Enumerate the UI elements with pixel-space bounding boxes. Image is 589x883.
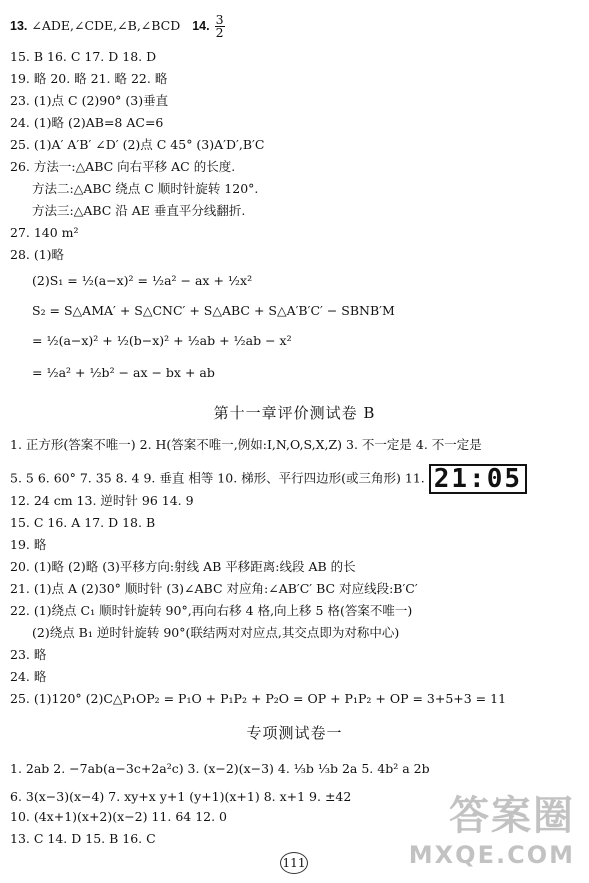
answer-line-s2-23: 23. 略	[10, 647, 47, 662]
answer-line-s2-19: 19. 略	[10, 537, 47, 552]
answer-line-26a: 26. 方法一:△ABC 向右平移 AC 的长度.	[10, 159, 236, 174]
answer-line-s3-6: 6. 3(x−3)(x−4) 7. xy+x y+1 (y+1)(x+1) 8. x+1 9. ±42	[10, 789, 352, 804]
formula-s2: S₂ = S△AMA′ + S△CNC′ + S△ABC + S△A′B′C′ − SBNB′M	[32, 303, 395, 318]
formula-s1: (2)S₁ = ½(a−x)² = ½a² − ax + ½x²	[32, 273, 253, 288]
answer-line-s2-22a: 22. (1)绕点 C₁ 顺时针旋转 90°,再向右移 4 格,向上移 5 格(答案不唯一)	[10, 603, 413, 618]
answer-line-s2-15: 15. C 16. A 17. D 18. B	[10, 515, 156, 530]
answer-line-s2-5: 5. 5 6. 60° 7. 35 8. 4 9. 垂直 相等 10. 梯形、平行四边形(或三角形) 11. 21:05	[10, 464, 527, 494]
watermark: 答案圈 MXQE.COM	[408, 793, 575, 869]
answer-line-13-14: 13. ∠ADE,∠CDE,∠B,∠BCD 14. $\frac{3}{2}$	[10, 12, 224, 40]
answer-line-s3-10: 10. (4x+1)(x+2)(x−2) 11. 64 12. 0	[10, 809, 228, 824]
answer-line-24: 24. (1)略 (2)AB=8 AC=6	[10, 115, 164, 130]
answer-line-15: 15. B 16. C 17. D 18. D	[10, 49, 157, 64]
section-title-special-test-1: 专项测试卷一	[246, 724, 343, 742]
answer-line-25: 25. (1)A′ A′B′ ∠D′ (2)点 C 45° (3)A′D′,B′C	[10, 137, 265, 152]
page-number: 111	[274, 852, 314, 874]
digital-clock-answer: 21:05	[429, 464, 527, 494]
answer-line-s2-22b: (2)绕点 B₁ 逆时针旋转 90°(联结两对对应点,其交点即为对称中心)	[32, 625, 400, 640]
answer-line-23: 23. (1)点 C (2)90° (3)垂直	[10, 93, 169, 108]
answer-line-s2-1: 1. 正方形(答案不唯一) 2. H(答案不唯一,例如:I,N,O,S,X,Z) 3. 不一定是 4. 不一定是	[10, 437, 482, 452]
answer-line-s2-24: 24. 略	[10, 669, 47, 684]
answer-line-s2-20: 20. (1)略 (2)略 (3)平移方向:射线 AB 平移距离:线段 AB 的长	[10, 559, 356, 574]
answer-line-s2-21: 21. (1)点 A (2)30° 顺时针 (3)∠ABC 对应角:∠AB′C′ BC 对应线段:B′C′	[10, 581, 418, 596]
answer-line-s3-1: 1. 2ab 2. −7ab(a−3c+2a²c) 3. (x−2)(x−3) 4. ⅓b ⅓b 2a 5. 4b² a 2b	[10, 761, 430, 776]
answer-13: ∠ADE,∠CDE,∠B,∠BCD	[31, 18, 181, 33]
fraction-3-2: $\frac{3}{2}$	[215, 12, 224, 40]
formula-s2-step2: = ½a² + ½b² − ax − bx + ab	[32, 365, 215, 380]
section-title-chapter11-b: 第十一章评价测试卷 B	[213, 404, 376, 422]
answer-line-28a: 28. (1)略	[10, 247, 65, 262]
answer-line-27: 27. 140 m²	[10, 225, 79, 240]
formula-s2-step1: = ½(a−x)² + ½(b−x)² + ½ab + ½ab − x²	[32, 333, 292, 348]
answer-line-s2-12: 12. 24 cm 13. 逆时针 96 14. 9	[10, 493, 194, 508]
answer-line-26b: 方法二:△ABC 绕点 C 顺时针旋转 120°.	[32, 181, 259, 196]
answer-line-s3-13: 13. C 14. D 15. B 16. C	[10, 831, 156, 846]
answer-line-s2-25: 25. (1)120° (2)C△P₁OP₂ = P₁O + P₁P₂ + P₂O = OP + P₁P₂ + OP = 3+5+3 = 11	[10, 691, 507, 706]
answer-line-26c: 方法三:△ABC 沿 AE 垂直平分线翻折.	[32, 203, 246, 218]
answer-line-19: 19. 略 20. 略 21. 略 22. 略	[10, 71, 168, 86]
